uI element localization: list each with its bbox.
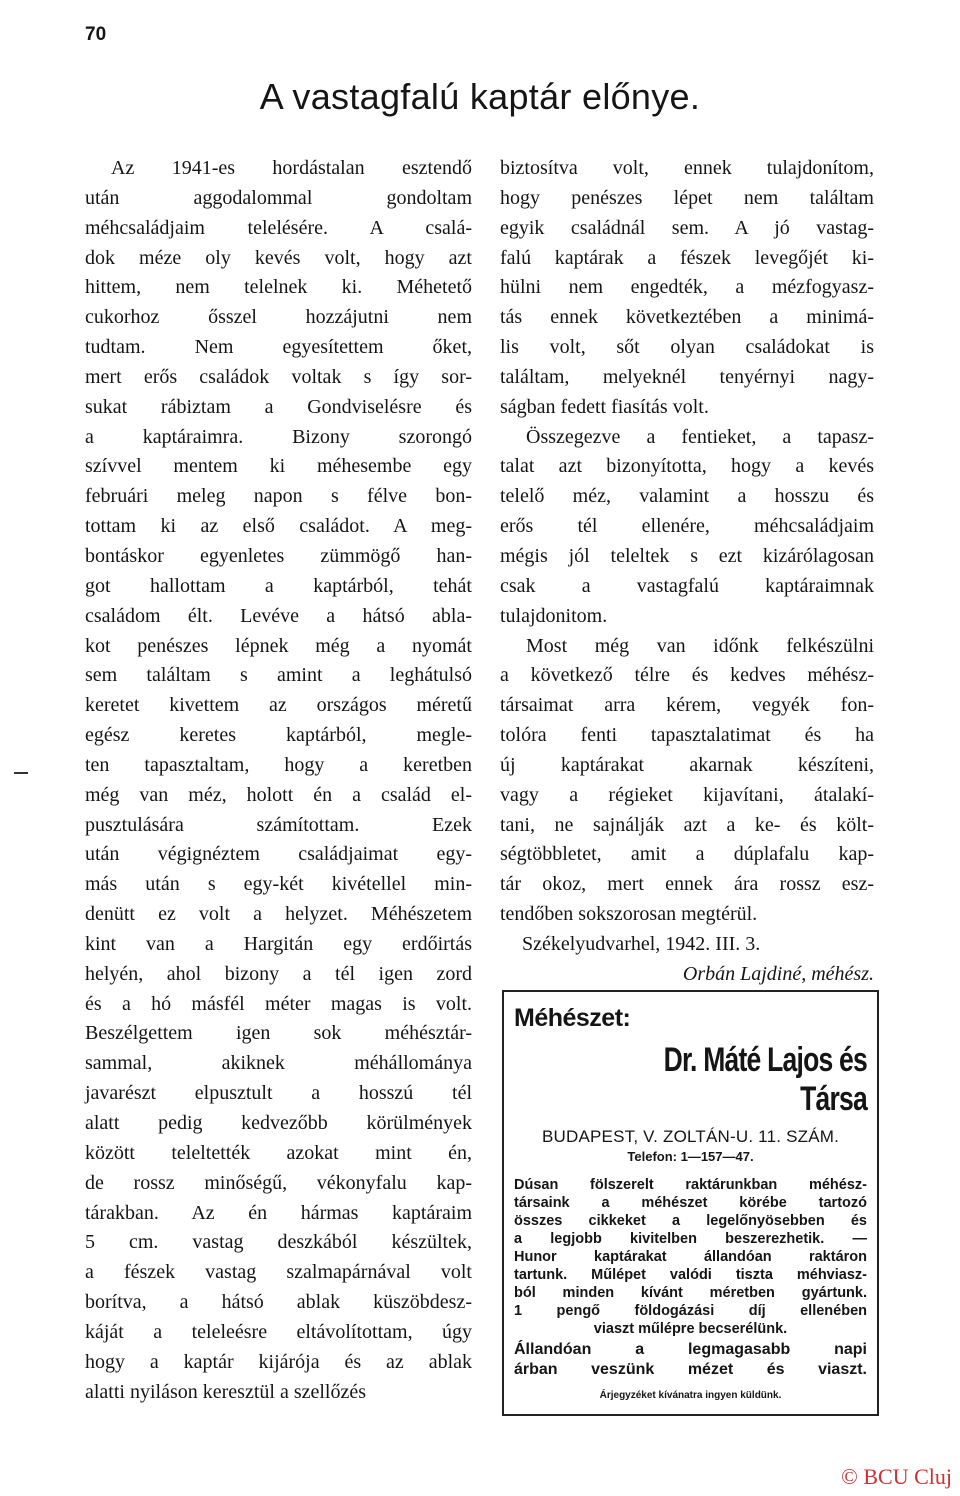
text-line: a következő télre és kedves méhész- [500, 664, 874, 687]
author-signature: Orbán Lajdiné, méhész. [682, 962, 874, 985]
text-line: februári meleg napon s félve bon- [85, 485, 472, 508]
text-line: társaimat arra kérem, vegyék fon- [500, 694, 874, 717]
text-line: és a hó másfél méter magas is volt. [85, 992, 472, 1015]
text-line: között teleltették azokat mint én, [85, 1141, 472, 1164]
text-line: denütt ez volt a helyzet. Méhészetem [85, 903, 472, 926]
text-line: vagy a régieket kijavítani, átalakí- [500, 783, 874, 806]
left-text-column [85, 154, 472, 1407]
text-line: Beszélgettem igen sok méhésztár- [85, 1022, 472, 1045]
margin-mark [14, 772, 28, 774]
text-line: kint van a Hargitán egy erdőirtás [85, 932, 472, 955]
ad-emphasis-line: árban veszünk mézet és viaszt. [514, 1361, 867, 1378]
ad-body-line: tartunk. Műlépet valódi tiszta méhviasz- [514, 1267, 867, 1283]
text-line: keretet kivettem az országos méretű [85, 694, 472, 717]
text-line: hülni nem engedték, a mézfogyasz- [500, 276, 874, 299]
text-line: hogy a kaptár kijárója és az ablak [85, 1350, 472, 1373]
ad-body-line: ból minden kívánt méretben gyártunk. [514, 1285, 867, 1301]
text-line: hogy penészes lépet nem találtam [500, 186, 874, 209]
text-line: hittem, nem telelnek ki. Méhetető [85, 276, 472, 299]
article-title: A vastagfalú kaptár előnye. [259, 76, 701, 117]
text-line: got hallottam a kaptárból, tehát [85, 574, 472, 597]
text-line: találtam, melyeknél tenyérnyi nagy- [500, 365, 874, 388]
text-line: borítva, a hátsó ablak küszöbdesz- [85, 1291, 472, 1314]
text-line: helyén, ahol bizony a tél igen zord [85, 962, 472, 985]
text-line: kot penészes lépnek még a nyomát [85, 634, 472, 657]
text-line: ten tapasztaltam, hogy a keretben [85, 753, 472, 776]
copyright-credit: © BCU Cluj [841, 1464, 952, 1489]
text-line: ságban fedett fiasítás volt. [500, 395, 709, 418]
text-line: után aggodalommal gondoltam [85, 186, 472, 209]
ad-body-line: viaszt műlépre becserélünk. [593, 1321, 788, 1337]
ad-body-line: Dúsan fölszerelt raktárunkban méhész- [514, 1177, 867, 1193]
text-line: de rossz minőségű, vékonyfalu kap- [85, 1171, 472, 1194]
ad-body-line: összes cikkeket a legelőnyösebben és [514, 1213, 867, 1229]
text-line: sem találtam s amint a leghátulsó [85, 664, 472, 687]
ad-body-text [514, 1176, 867, 1338]
text-line: alatti nyiláson keresztül a szellőzés [85, 1380, 367, 1403]
text-line: a fészek vastag szalmapárnával volt [85, 1261, 472, 1284]
text-line: csak a vastagfalú kaptáraimnak [500, 574, 874, 597]
text-line: méhcsaládjaim telelésére. A csalá- [85, 216, 472, 239]
text-line: más után s egy-két kivétellel min- [85, 873, 472, 896]
text-line: mert erős családok voltak s így sor- [85, 365, 472, 388]
text-line: sukat rábiztam a Gondviselésre és [85, 395, 472, 418]
text-line: bontáskor egyenletes zümmögő han- [85, 544, 472, 567]
text-line: telelő méz, valamint a hosszu és [500, 485, 874, 508]
text-line: tudtam. Nem egyesítettem őket, [85, 336, 472, 359]
text-line: tárakban. Az én hármas kaptáraim [85, 1201, 472, 1224]
text-line: tás ennek következtében a minimá- [500, 306, 874, 329]
text-line: tulajdonitom. [500, 604, 608, 627]
text-line: egész keretes kaptárból, megle- [85, 724, 472, 747]
ad-heading: Méhészet: [514, 1004, 631, 1032]
ad-footer: Árjegyzéket kívánatra ingyen küldünk. [599, 1390, 782, 1401]
text-line: egyik családnál sem. A jó vastag- [500, 216, 874, 239]
text-line: káját a teleleésre eltávolítottam, úgy [85, 1320, 472, 1343]
ad-company-name: Dr. Máté Lajos és Társa [663, 1041, 867, 1118]
text-line: falú kaptárak a fészek levegőjét ki- [500, 246, 874, 269]
ad-address: BUDAPEST, V. ZOLTÁN-U. 11. SZÁM. [541, 1127, 840, 1146]
right-text-column [500, 154, 874, 990]
text-line: új kaptárakat akarnak készíteni, [500, 753, 874, 776]
text-line: sammal, akiknek méhállománya [85, 1052, 472, 1075]
ad-body-line: a legjobb kivitelben beszerezhetik. — [514, 1231, 867, 1247]
text-line: családom élt. Levéve a hátsó abla- [85, 604, 472, 627]
text-line: biztosítva volt, ennek tulajdonítom, [500, 157, 874, 179]
text-line: tendőben sokszorosan megtérül. [500, 903, 758, 926]
ad-body-line: 1 pengő földogázási díj ellenében [514, 1303, 867, 1319]
text-line: tani, ne sajnálják azt a ke- és költ- [500, 813, 874, 836]
text-line: 5 cm. vastag deszkából készültek, [85, 1231, 472, 1254]
text-line: Az 1941-es hordástalan esztendő [111, 157, 472, 179]
page-number: 70 [85, 24, 107, 45]
text-line: cukorhoz ősszel hozzájutni nem [85, 306, 472, 329]
text-line: ségtöbbletet, amit a dúplafalu kap- [500, 843, 874, 866]
ad-body-line: Hunor kaptárakat állandóan raktáron [514, 1249, 867, 1265]
text-line: javarészt elpusztult a hosszú tél [85, 1082, 472, 1105]
text-line: tár okoz, mert ennek ára rossz esz- [500, 873, 874, 896]
text-line: erős tél ellenére, méhcsaládjaim [500, 515, 874, 538]
text-line: alatt pedig kedvezőbb körülmények [85, 1112, 472, 1134]
text-line: mégis jól teleltek s ezt kizárólagosan [500, 544, 874, 567]
text-line: Most még van időnk felkészülni [526, 634, 874, 657]
text-line: tottam ki az első családot. A meg- [85, 515, 472, 538]
text-line: talat azt bizonyította, hogy a kevés [500, 455, 874, 478]
text-line: tolóra fenti tapasztalatimat és ha [500, 724, 874, 747]
ad-phone: Telefon: 1—157—47. [627, 1149, 754, 1164]
advertisement-box [502, 990, 879, 1416]
text-line: szívvel mentem ki méhesembe egy [85, 455, 472, 478]
text-line: a kaptáraimra. Bizony szorongó [85, 425, 472, 448]
text-line: lis volt, sőt olyan családokat is [500, 336, 874, 359]
place-date: Székelyudvarhel, 1942. III. 3. [522, 932, 761, 955]
ad-emphasis-line: Állandóan a legmagasabb napi [514, 1341, 867, 1358]
text-line: pusztulására számítottam. Ezek [85, 813, 472, 836]
ad-body-line: társaink a méhészet körébe tartozó [514, 1195, 867, 1211]
text-line: Összegezve a fentieket, a tapasz- [526, 425, 874, 448]
text-line: után végignéztem családjaimat egy- [85, 843, 472, 866]
text-line: dok méze oly kevés volt, hogy azt [85, 246, 472, 269]
ad-emphasis-text [514, 1340, 867, 1380]
text-line: még van méz, holott én a család el- [85, 783, 472, 806]
